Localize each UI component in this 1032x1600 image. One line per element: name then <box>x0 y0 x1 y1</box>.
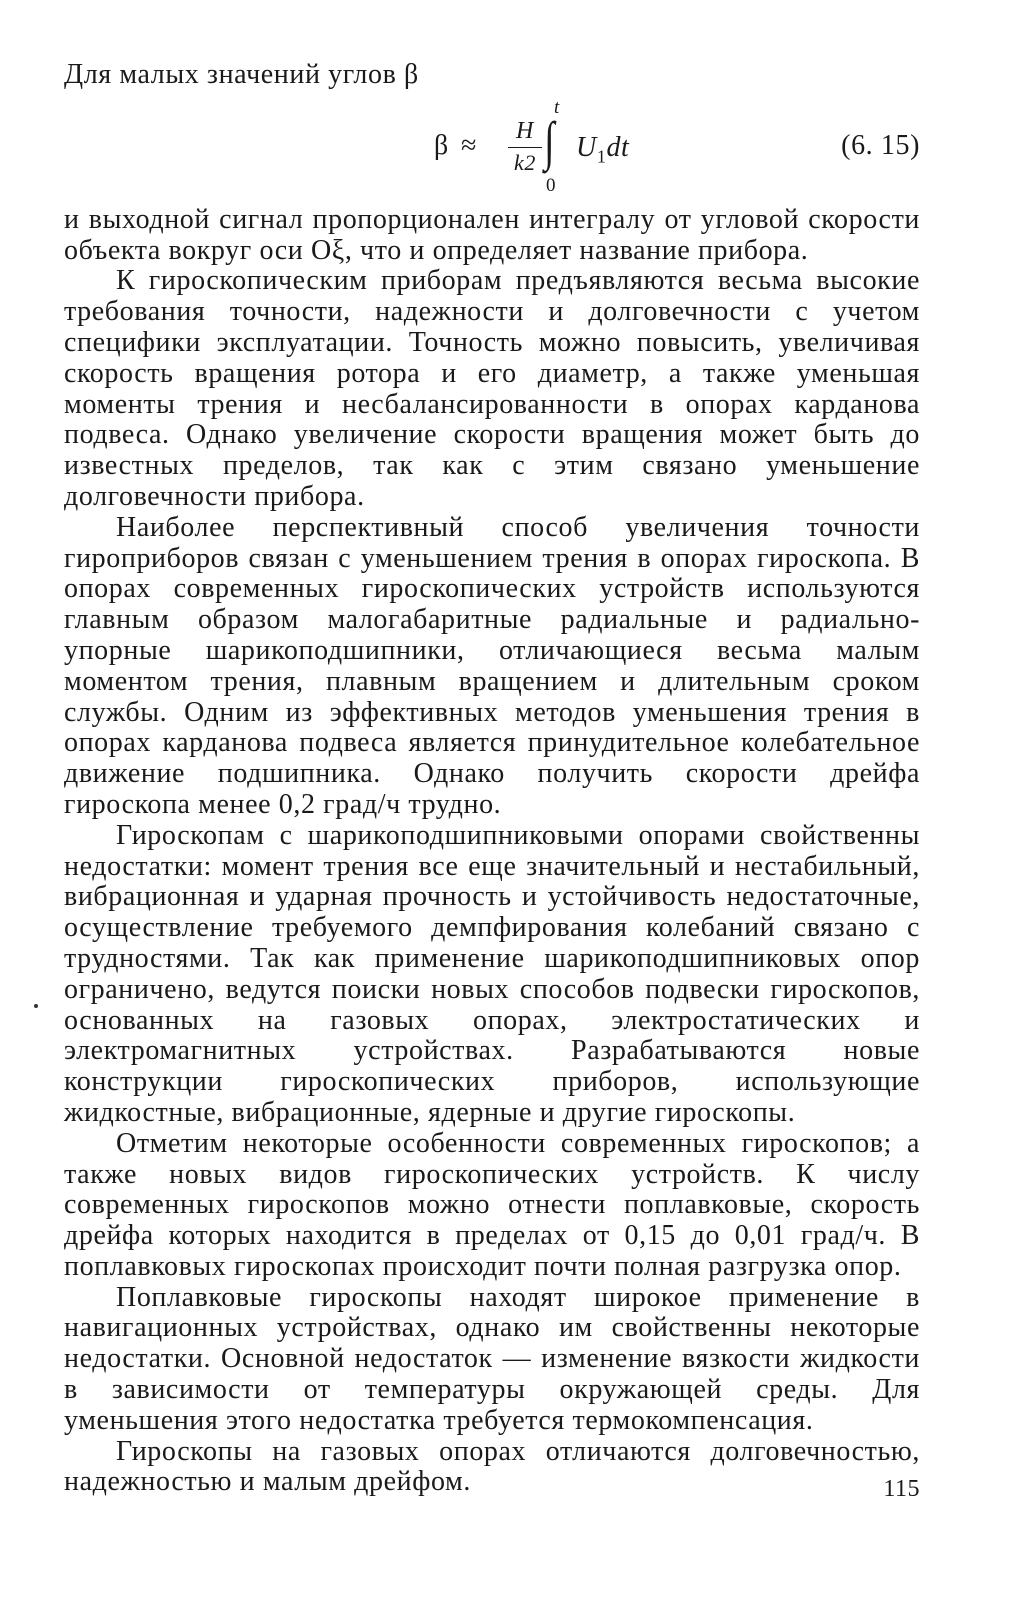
formula-6-15 <box>64 97 920 205</box>
formula-numerator: H <box>516 117 534 144</box>
formula-integrand <box>576 133 629 172</box>
paragraph: Наиболее перспективный способ увеличения точности гироприборов связан с уменьшением трения в опорах гироскопа. В опорах современных гироскопических устройств используются главным образом малогабаритные радиальные и радиально-упорные шарикоподшипники, отличающиеся весьма малым моментом трения, плавным вращением и длительным сроком службы. Одним из эффективных методов уменьшения трения в опорах карданова подвеса является принудительное колебательное движение подшипника. Однако получить скорости дрейфа гироскопа менее 0,2 град/ч трудно. <box>64 511 920 820</box>
formula-denominator: k2 <box>514 150 536 176</box>
paragraph: и выходной сигнал пропорционален интегралу от угловой скорости объекта вокруг оси Oξ, что и определяет название прибора. <box>64 203 920 266</box>
page-number: 115 <box>883 1476 920 1502</box>
integrand-tail: dt <box>606 131 630 163</box>
paragraph: Гироскопы на газовых опорах отличаются долговечностью, надежностью и малым дрейфом. <box>64 1435 920 1498</box>
paragraph: Поплавковые гироскопы находят широкое применение в навигационных устройствах, однако им свойственны некоторые недостатки. Основной недостаток — изменение вязкости жидкости в зависимости от температуры окружающей среды. Для уменьшения этого недостатка требуется термокомпенсация. <box>64 1281 920 1436</box>
margin-mark <box>34 1004 38 1008</box>
formula-fraction <box>508 117 542 177</box>
paragraph: Отметим некоторые особенности современных гироскопов; а также новых видов гироскопических устройств. К числу современных гироскопов можно отнести поплавковые, скорость дрейфа которых находится в пределах от 0,15 до 0,01 град/ч. В поплавковых гироскопах происходит почти полная разгрузка опор. <box>64 1127 920 1282</box>
formula-number: (6. 15) <box>841 129 920 161</box>
integrand-subscript: 1 <box>596 146 607 167</box>
integral-upper-limit: t <box>554 96 560 118</box>
paragraph: К гироскопическим приборам предъявляются весьма высокие требования точности, надежности и долговечности с учетом специфики эксплуатации. Точность можно повысить, увеличивая скорость вращения ротора и его диаметр, а также уменьшая моменты трения и несбалансированности в опорах карданова подвеса. Однако увеличение скорости вращения может быть до известных пределов, так как с этим связано уменьшение долговечности прибора. <box>64 265 920 512</box>
intro-line: Для малых значений углов β <box>64 59 419 90</box>
integral-lower-limit: 0 <box>546 174 557 196</box>
fraction-bar <box>508 147 542 149</box>
formula-lhs: β <box>434 129 449 161</box>
integral-sign: ∫ <box>544 110 556 171</box>
integrand-var: U <box>576 131 597 163</box>
formula-relation: ≈ <box>461 129 477 161</box>
page-body <box>64 60 920 1498</box>
paragraph: Гироскопам с шарикоподшипниковыми опорами свойственны недостатки: момент трения все еще значительный и нестабильный, вибрационная и ударная прочность и устойчивость недостаточные, осуществление требуемого демпфирования колебаний связано с трудностями. Так как применение шарикоподшипниковых опор ограничено, ведутся поиски новых способов подвески гироскопов, основанных на газовых опорах, электростатических и электромагнитных устройствах. Разрабатываются новые конструкции гироскопических приборов, использующие жидкостные, вибрационные, ядерные и другие гироскопы. <box>64 819 920 1128</box>
